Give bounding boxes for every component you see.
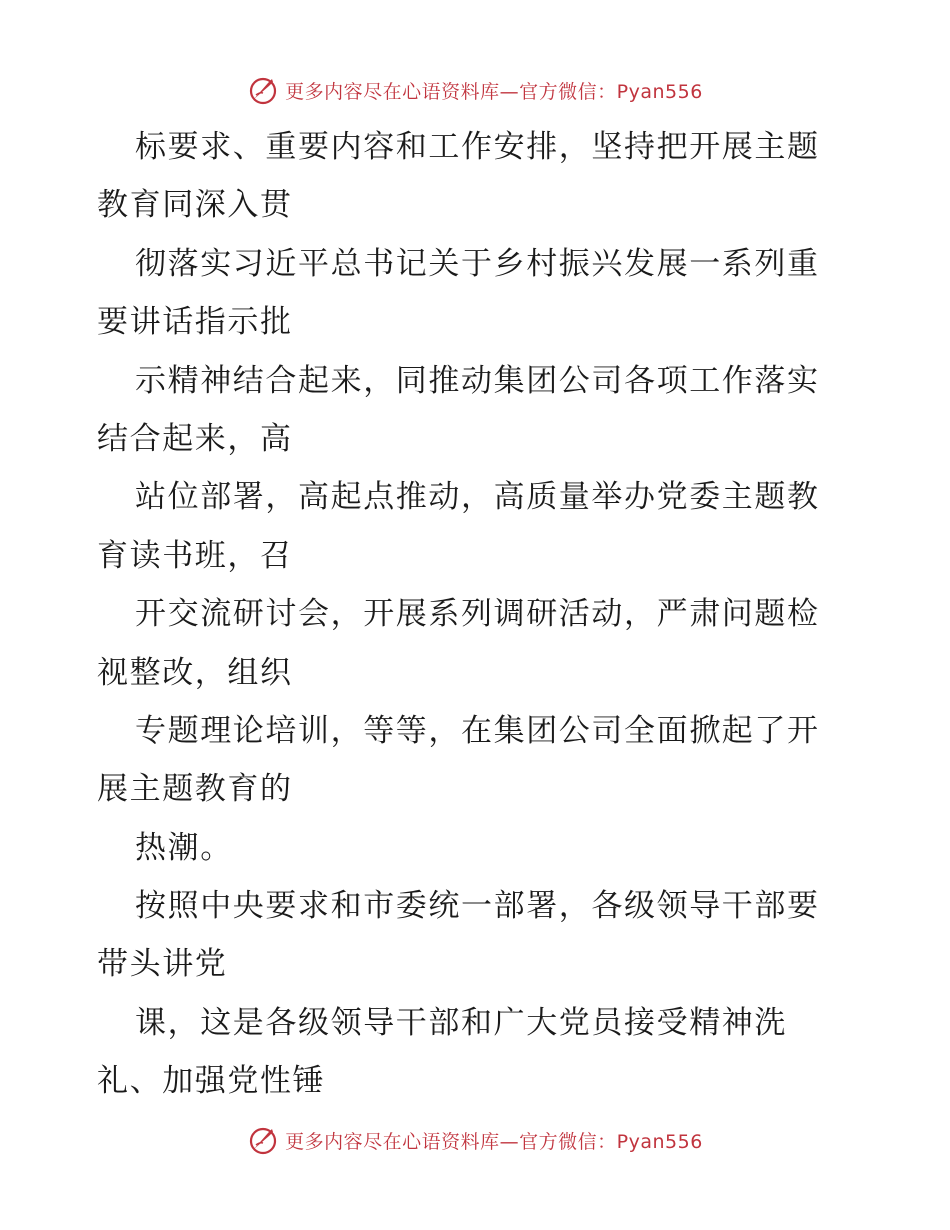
header-banner	[0, 70, 950, 110]
quill-pen-logo-icon	[247, 74, 279, 106]
text-line: 课，这是各级领导干部和广大党员接受精神洗	[135, 1004, 787, 1041]
document-body	[97, 118, 857, 1111]
footer-banner	[0, 1120, 950, 1160]
text-line: 开交流研讨会，开展系列调研活动，严肃问题检	[135, 596, 820, 633]
text-line: 展主题教育的	[97, 771, 293, 808]
text-line: 礼、加强党性锤	[97, 1063, 326, 1100]
text-line: 按照中央要求和市委统一部署，各级领导干部要	[135, 888, 820, 925]
text-line: 育读书班，召	[97, 537, 293, 574]
text-line: 视整改，组织	[97, 654, 293, 691]
text-line: 站位部署，高起点推动，高质量举办党委主题教	[135, 479, 820, 516]
text-line: 要讲话指示批	[97, 304, 293, 341]
text-line: 热潮。	[135, 829, 233, 866]
banner-text: 更多内容尽在心语资料库—官方微信：Pyan556	[285, 80, 703, 103]
text-line: 教育同深入贯	[97, 187, 293, 224]
quill-pen-logo-icon	[247, 1124, 279, 1156]
text-line: 带头讲党	[97, 946, 228, 983]
text-line: 标要求、重要内容和工作安排，坚持把开展主题	[135, 129, 820, 165]
banner-text: 更多内容尽在心语资料库—官方微信：Pyan556	[285, 1130, 703, 1153]
text-line: 彻落实习近平总书记关于乡村振兴发展一系列重	[135, 245, 820, 282]
text-line: 示精神结合起来，同推动集团公司各项工作落实	[135, 362, 820, 399]
text-line: 结合起来，高	[97, 420, 293, 457]
text-line: 专题理论培训，等等，在集团公司全面掀起了开	[135, 712, 820, 749]
